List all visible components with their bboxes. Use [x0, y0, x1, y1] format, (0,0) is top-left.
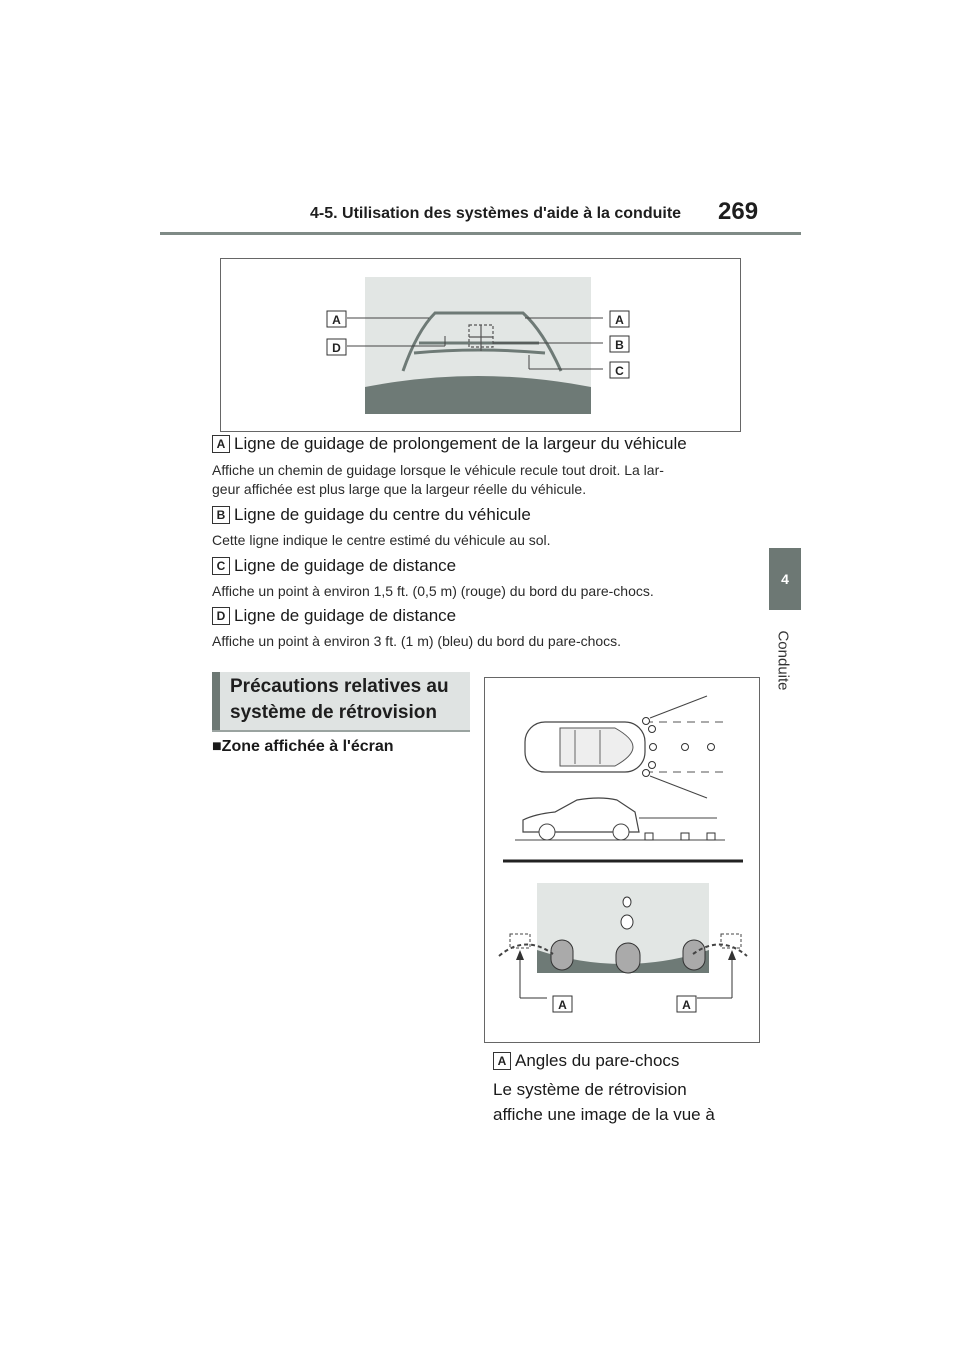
body-paragraph: Le système de rétrovision affiche une image de la vue à [493, 1080, 715, 1124]
label-a-left: A [332, 313, 341, 327]
guide-lines-illustration [221, 259, 742, 433]
label-b: B [615, 338, 624, 352]
chapter-number: 4 [781, 571, 789, 587]
header-divider [160, 232, 801, 235]
label-c: C [615, 364, 624, 378]
badge-c: C [212, 557, 230, 575]
guide-item-a-description: Affiche un chemin de guidage lorsque le véhicule recule tout droit. La lar- geur affichée est plus large que la largeur réelle du véhicule. [212, 462, 664, 497]
badge-a: A [212, 435, 230, 453]
guide-lines-figure [220, 258, 741, 432]
chapter-label: Conduite [774, 630, 792, 691]
badge-d: D [212, 607, 230, 625]
guide-item-a-title: A Ligne de guidage de prolongement de la largeur du véhicule [212, 434, 687, 454]
corner-label-right: A [682, 998, 691, 1012]
subsection-heading: ■Zone affichée à l'écran [212, 738, 394, 755]
chapter-tab [769, 548, 801, 610]
guide-item-d-title: D Ligne de guidage de distance [212, 606, 456, 626]
page-number: 269 [718, 198, 759, 225]
caption-badge: A [493, 1052, 511, 1070]
section-divider [212, 730, 470, 732]
guide-item-b-title: B Ligne de guidage du centre du véhicule [212, 505, 531, 525]
label-d: D [332, 341, 341, 355]
figure2-caption: A Angles du pare-chocs [493, 1051, 679, 1071]
guide-item-c-description: Affiche un point à environ 1,5 ft. (0,5 m) (rouge) du bord du pare-chocs. [212, 583, 654, 599]
label-a-right: A [615, 313, 624, 327]
display-area-figure [484, 677, 760, 1043]
square-bullet-icon: ■ [212, 738, 222, 755]
running-header: 4-5. Utilisation des systèmes d'aide à la conduite [310, 205, 682, 222]
badge-b: B [212, 506, 230, 524]
section-heading: Précautions relatives au système de rétrovision [212, 672, 470, 730]
guide-item-b-description: Cette ligne indique le centre estimé du véhicule au sol. [212, 532, 551, 548]
display-area-illustration [485, 678, 761, 1044]
guide-item-c-title: C Ligne de guidage de distance [212, 556, 456, 576]
guide-item-d-description: Affiche un point à environ 3 ft. (1 m) (bleu) du bord du pare-chocs. [212, 633, 622, 649]
corner-label-left: A [558, 998, 567, 1012]
